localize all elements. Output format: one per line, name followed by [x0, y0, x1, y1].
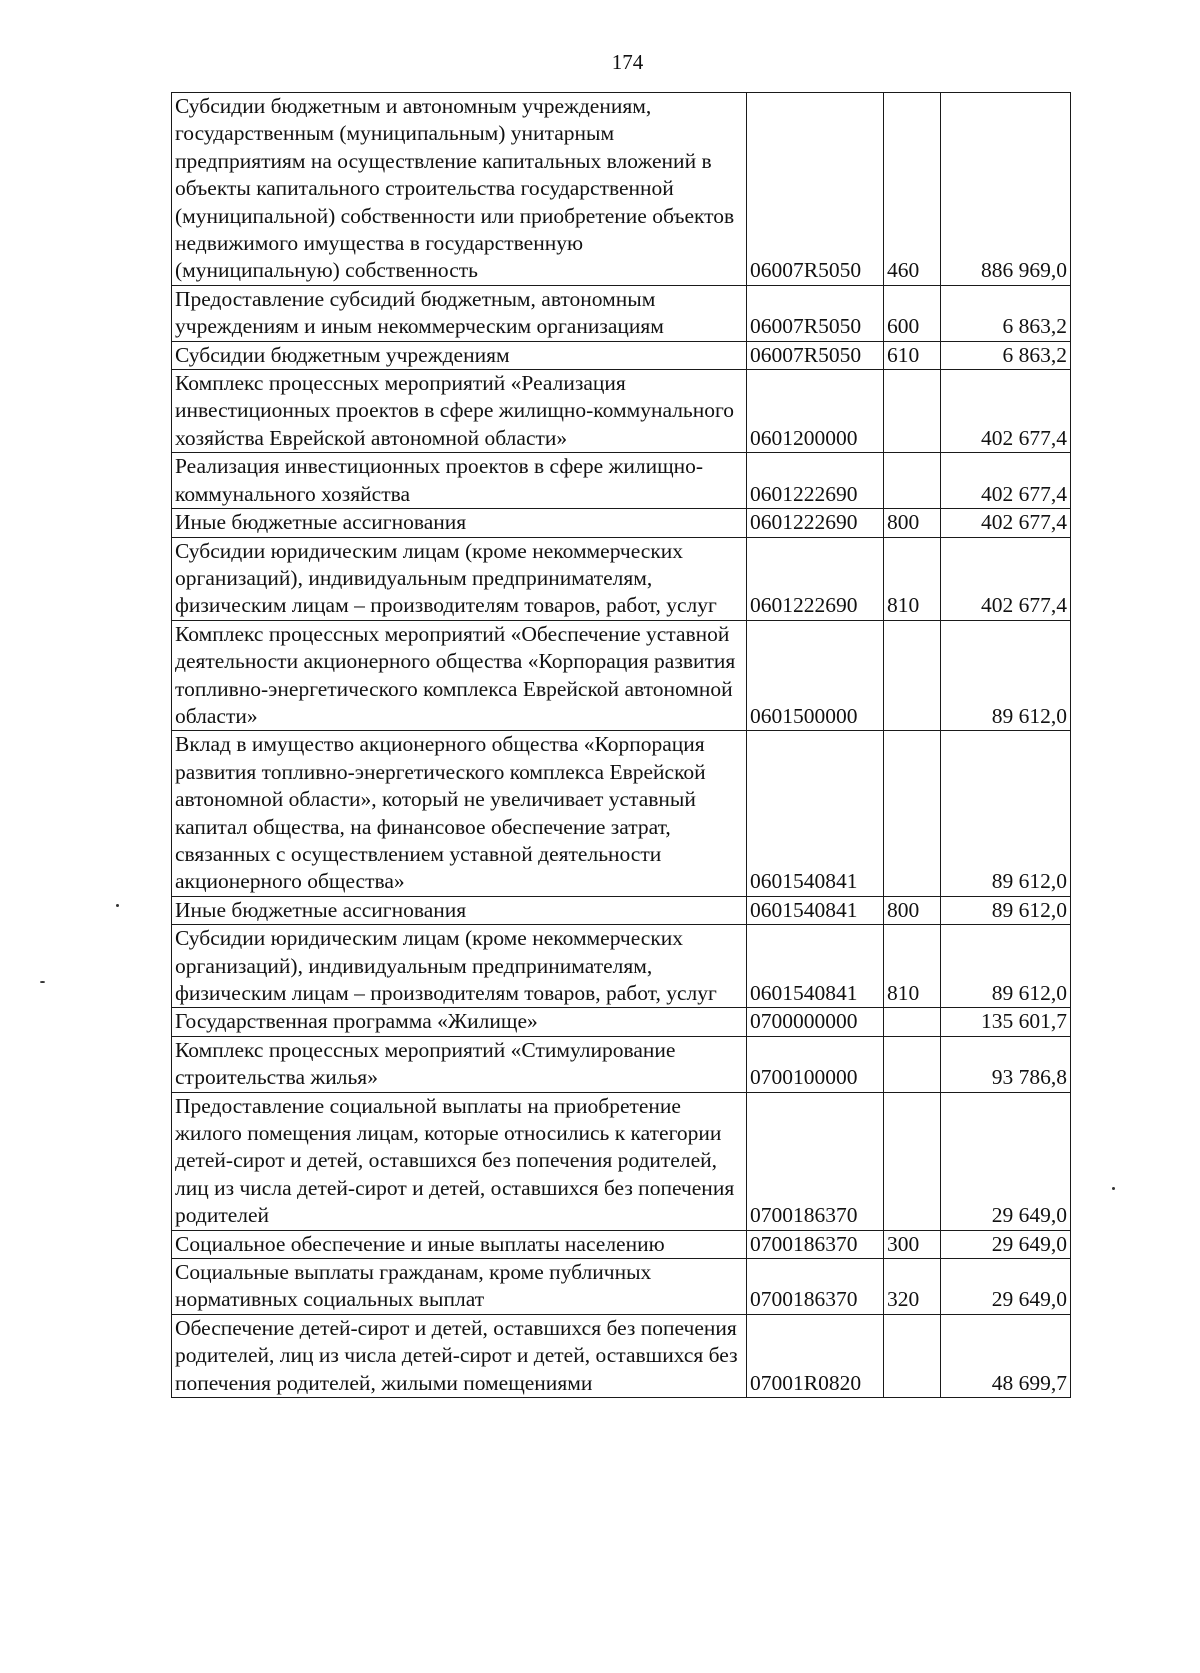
table-row [172, 453, 1071, 509]
table-row [172, 370, 1071, 453]
row-type-cell: 810 [884, 925, 941, 1008]
table-row [172, 1314, 1071, 1397]
row-code-cell: 0700186370 [747, 1092, 884, 1230]
row-name-cell: Социальное обеспечение и иные выплаты населению [172, 1230, 747, 1258]
row-sum-cell: 89 612,0 [941, 731, 1071, 896]
row-code-cell: 07001R0820 [747, 1314, 884, 1397]
row-type-cell [884, 370, 941, 453]
row-code-cell: 0700186370 [747, 1259, 884, 1315]
table-row [172, 896, 1071, 924]
row-sum-cell: 93 786,8 [941, 1036, 1071, 1092]
row-type-cell: 810 [884, 537, 941, 620]
row-sum-cell: 6 863,2 [941, 285, 1071, 341]
row-sum-cell: 6 863,2 [941, 341, 1071, 369]
table-row [172, 1008, 1071, 1036]
row-sum-cell: 29 649,0 [941, 1092, 1071, 1230]
table-row [172, 285, 1071, 341]
row-name-cell: Субсидии юридическим лицам (кроме некоммерческих организаций), индивидуальным предпринимателям, физическим лицам – производителям товаров, работ, услуг [172, 537, 747, 620]
row-name-cell: Иные бюджетные ассигнования [172, 509, 747, 537]
row-sum-cell: 402 677,4 [941, 453, 1071, 509]
row-type-cell: 600 [884, 285, 941, 341]
row-code-cell: 0601222690 [747, 537, 884, 620]
row-type-cell [884, 453, 941, 509]
table-row [172, 1036, 1071, 1092]
row-name-cell: Социальные выплаты гражданам, кроме публичных нормативных социальных выплат [172, 1259, 747, 1315]
table-row [172, 1230, 1071, 1258]
row-type-cell [884, 1036, 941, 1092]
table-row [172, 537, 1071, 620]
budget-table-body [172, 93, 1071, 1398]
row-type-cell: 300 [884, 1230, 941, 1258]
row-code-cell: 0601222690 [747, 509, 884, 537]
row-name-cell: Иные бюджетные ассигнования [172, 896, 747, 924]
row-type-cell [884, 1092, 941, 1230]
row-code-cell: 06007R5050 [747, 341, 884, 369]
row-sum-cell: 402 677,4 [941, 370, 1071, 453]
scan-speck [116, 904, 119, 907]
row-type-cell [884, 1314, 941, 1397]
table-row [172, 1092, 1071, 1230]
row-code-cell: 0601540841 [747, 731, 884, 896]
table-row [172, 509, 1071, 537]
row-name-cell: Субсидии бюджетным учреждениям [172, 341, 747, 369]
table-row [172, 925, 1071, 1008]
budget-table [171, 92, 1071, 1398]
row-code-cell: 06007R5050 [747, 93, 884, 286]
row-sum-cell: 886 969,0 [941, 93, 1071, 286]
row-name-cell: Комплекс процессных мероприятий «Реализация инвестиционных проектов в сфере жилищно-коммунального хозяйства Еврейской автономной области» [172, 370, 747, 453]
row-code-cell: 0700000000 [747, 1008, 884, 1036]
row-code-cell: 0601500000 [747, 620, 884, 731]
row-name-cell: Комплекс процессных мероприятий «Стимулирование строительства жилья» [172, 1036, 747, 1092]
row-name-cell: Вклад в имущество акционерного общества «Корпорация развития топливно-энергетического комплекса Еврейской автономной области», который не увеличивает уставный капитал общества, на финансовое обеспечение затрат, связанных с осуществлением уставной деятельности акционерного общества» [172, 731, 747, 896]
row-name-cell: Предоставление субсидий бюджетным, автономным учреждениям и иным некоммерческим организациям [172, 285, 747, 341]
row-code-cell: 0601200000 [747, 370, 884, 453]
row-code-cell: 0601222690 [747, 453, 884, 509]
row-name-cell: Обеспечение детей-сирот и детей, оставшихся без попечения родителей, лиц из числа детей-сирот и детей, оставшихся без попечения родителей, жилыми помещениями [172, 1314, 747, 1397]
row-sum-cell: 89 612,0 [941, 620, 1071, 731]
row-name-cell: Субсидии юридическим лицам (кроме некоммерческих организаций), индивидуальным предпринимателям, физическим лицам – производителям товаров, работ, услуг [172, 925, 747, 1008]
row-type-cell: 320 [884, 1259, 941, 1315]
row-name-cell: Комплекс процессных мероприятий «Обеспечение уставной деятельности акционерного общества «Корпорация развития топливно-энергетического комплекса Еврейской автономной области» [172, 620, 747, 731]
row-sum-cell: 135 601,7 [941, 1008, 1071, 1036]
row-code-cell: 0601540841 [747, 896, 884, 924]
row-code-cell: 0700100000 [747, 1036, 884, 1092]
row-type-cell: 610 [884, 341, 941, 369]
row-name-cell: Государственная программа «Жилище» [172, 1008, 747, 1036]
table-row [172, 731, 1071, 896]
table-row [172, 341, 1071, 369]
row-sum-cell: 29 649,0 [941, 1230, 1071, 1258]
row-code-cell: 0601540841 [747, 925, 884, 1008]
scan-speck [1112, 1187, 1115, 1190]
row-type-cell: 800 [884, 896, 941, 924]
row-name-cell: Предоставление социальной выплаты на приобретение жилого помещения лицам, которые относились к категории детей-сирот и детей, оставшихся без попечения родителей, лиц из числа детей-сирот и детей, оставшихся без попечения родителей [172, 1092, 747, 1230]
row-sum-cell: 402 677,4 [941, 537, 1071, 620]
page-number: 174 [611, 50, 644, 74]
table-row [172, 1259, 1071, 1315]
row-sum-cell: 29 649,0 [941, 1259, 1071, 1315]
row-sum-cell: 48 699,7 [941, 1314, 1071, 1397]
row-type-cell [884, 1008, 941, 1036]
row-type-cell [884, 620, 941, 731]
row-code-cell: 0700186370 [747, 1230, 884, 1258]
table-row [172, 620, 1071, 731]
row-code-cell: 06007R5050 [747, 285, 884, 341]
row-name-cell: Субсидии бюджетным и автономным учреждениям, государственным (муниципальным) унитарным предприятиям на осуществление капитальных вложений в объекты капитального строительства государственной (муниципальной) собственности или приобретение объектов недвижимого имущества в государственную (муниципальную) собственность [172, 93, 747, 286]
row-name-cell: Реализация инвестиционных проектов в сфере жилищно-коммунального хозяйства [172, 453, 747, 509]
row-sum-cell: 402 677,4 [941, 509, 1071, 537]
row-sum-cell: 89 612,0 [941, 896, 1071, 924]
row-type-cell: 800 [884, 509, 941, 537]
scan-speck [40, 981, 45, 983]
row-type-cell: 460 [884, 93, 941, 286]
table-row [172, 93, 1071, 286]
row-sum-cell: 89 612,0 [941, 925, 1071, 1008]
row-type-cell [884, 731, 941, 896]
